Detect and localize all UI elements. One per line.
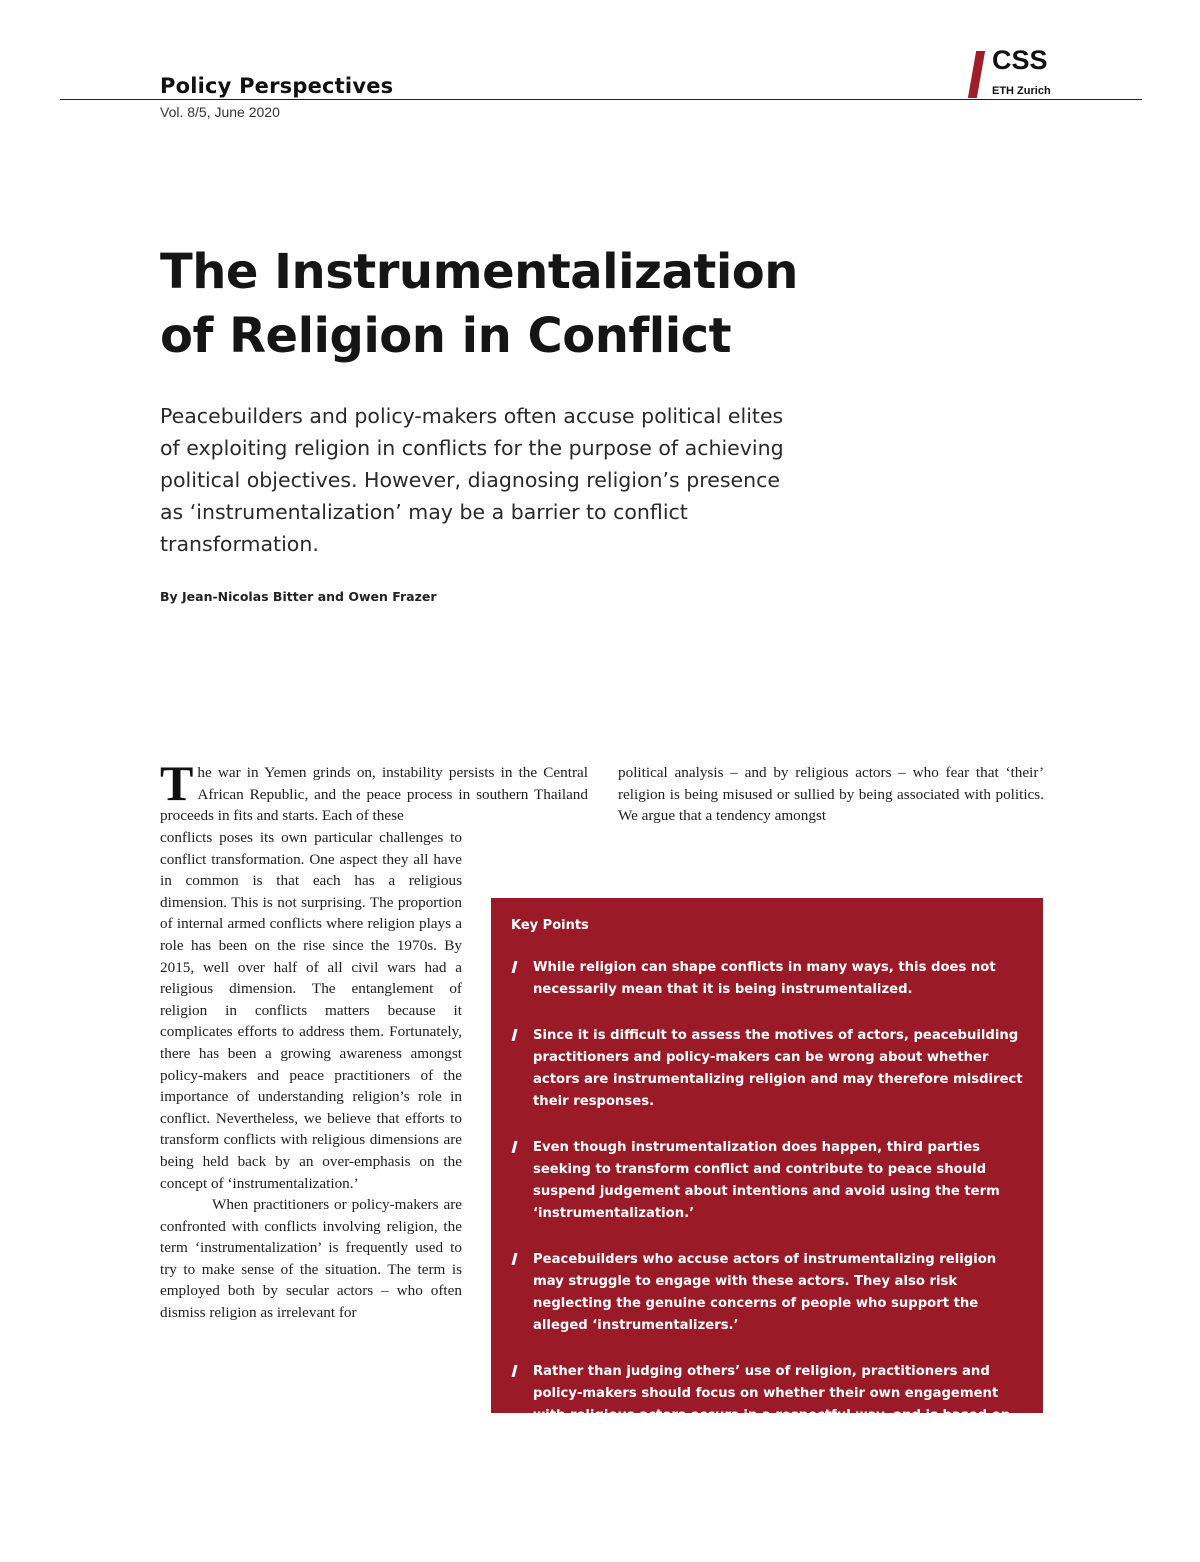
- body-column-1-lower: [160, 827, 462, 1324]
- key-point-text: Since it is difficult to assess the motives of actors, peacebuilding practitioners and policy-makers can be wrong about whether actors are instrumentalizing religion and may therefore misdirect their responses.: [533, 1028, 1023, 1109]
- series-title: Policy Perspectives: [160, 74, 394, 98]
- logo-subtext: ETH Zurich: [992, 85, 1051, 97]
- bullet-slash-icon: [512, 1029, 518, 1041]
- dropcap: T: [160, 755, 194, 811]
- key-point-item: [511, 957, 1023, 1001]
- body-column-2-top: [618, 762, 1044, 827]
- volume-info: Vol. 8/5, June 2020: [160, 104, 280, 120]
- key-point-item: [511, 1361, 1023, 1449]
- css-logo: [966, 45, 1086, 101]
- key-point-text: Even though instrumentalization does happen, third parties seeking to transform conflict and contribute to peace should suspend judgement about intentions and avoid using the term ‘instrumentalization.’: [533, 1140, 1000, 1221]
- body-paragraph-col2: political analysis – and by religious actors – who fear that ‘their’ religion is being misused or sullied by being associated with politics. We argue that a tendency amongst: [618, 764, 1044, 825]
- key-points-box: [491, 898, 1043, 1445]
- article-title-line-1: The Instrumentalization: [160, 244, 798, 300]
- body-paragraph-opening: [160, 755, 588, 827]
- key-points-title: Key Points: [511, 918, 589, 933]
- key-point-item: [511, 1249, 1023, 1337]
- article-title: [160, 240, 860, 368]
- bullet-slash-icon: [512, 1365, 518, 1377]
- article-lede: Peacebuilders and policy-makers often accuse political elites of exploiting religion in conflicts for the purpose of achieving political objectives. However, diagnosing religion’s presence as ‘instrumentalization’ may be a barrier to conflict transformation.: [160, 404, 784, 556]
- key-point-text: Peacebuilders who accuse actors of instrumentalizing religion may struggle to engage with these actors. They also risk neglecting the genuine concerns of people who support the alleged ‘instrumentalizers.’: [533, 1252, 997, 1333]
- opening-text: he war in Yemen grinds on, instability persists in the Central African Republic, and the peace process in southern Thailand proceeds in fits and starts. Each of these: [160, 764, 588, 825]
- logo-bar-icon: [968, 51, 985, 98]
- bullet-slash-icon: [512, 1141, 518, 1153]
- byline: By Jean-Nicolas Bitter and Owen Frazer: [160, 589, 437, 604]
- key-point-text: While religion can shape conflicts in many ways, this does not necessarily mean that it is being instrumentalized.: [533, 960, 996, 997]
- bullet-slash-icon: [512, 961, 518, 973]
- body-column-1-top: [160, 755, 588, 827]
- bullet-slash-icon: [512, 1253, 518, 1265]
- key-point-text: Rather than judging others’ use of religion, practitioners and policy-makers should focus on whether their own engagement with religious actors occurs in a respectful way, and is based on jointly agreed actions.: [533, 1364, 1011, 1445]
- body-paragraph-2: When practitioners or policy-makers are confronted with conflicts involving religion, the term ‘instrumentalization’ is frequently used to try to make sense of the situation. The term is employed both by secular actors – who often dismiss religion as irrelevant for: [160, 1196, 462, 1322]
- body-paragraph-1: conflicts poses its own particular challenges to conflict transformation. One aspect they all have in common is that each has a religious dimension. This is not surprising. The proportion of internal armed conflicts where religion plays a role has been on the rise since the 1970s. By 2015, well over half of all civil wars had a religious dimension. The entanglement of religion in conflicts matters because it complicates efforts to address them. Fortunately, there has been a growing awareness amongst policy-makers and peace practitioners of the importance of understanding religion’s role in conflict. Nevertheless, we believe that efforts to transform conflicts with religious dimensions are being held back by an over-emphasis on the concept of ‘instrumentalization.’: [160, 829, 462, 1192]
- article-title-line-2: of Religion in Conflict: [160, 308, 732, 364]
- logo-text: CSS: [992, 45, 1048, 75]
- key-point-item: [511, 1137, 1023, 1225]
- key-point-item: [511, 1025, 1023, 1113]
